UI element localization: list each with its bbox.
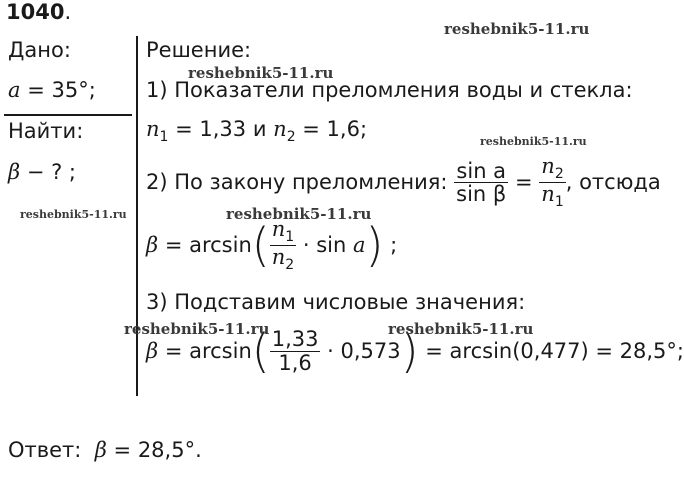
find-title: Найти: [8, 119, 84, 143]
refractive-indices-line: $n_1 = 1,33$ и $n_2 = 1,6$; [146, 117, 368, 145]
watermark: reshebnik5-11.ru [226, 205, 372, 223]
heading-dot: . [64, 0, 72, 24]
vertical-divider [136, 36, 138, 396]
given-divider [4, 114, 132, 116]
formula-fraction: $\frac{n_1}{n_2}$ [271, 217, 295, 273]
problem-number: 1040 [6, 0, 65, 24]
solution-title: Решение: [146, 38, 252, 62]
watermark: reshebnik5-11.ru [188, 64, 334, 82]
problem-heading [6, 0, 71, 24]
watermark: reshebnik5-11.ru [20, 208, 127, 221]
watermark: reshebnik5-11.ru [480, 135, 587, 148]
beta-symbol: β [8, 160, 21, 184]
step-3-text: 3) Подставим числовые значения: [146, 290, 526, 314]
step-2-text: 2) По закону преломления: [146, 170, 448, 195]
answer-label: Ответ: [8, 438, 82, 462]
step-1-text: 1) Показатели преломления воды и стекла: [146, 78, 633, 102]
beta-unknown: − ? ; [20, 160, 76, 184]
watermark: reshebnik5-11.ru [388, 320, 534, 338]
answer-value: = 28,5°. [106, 438, 202, 462]
arcsin-formula-line: β = arcsin( $\frac{n_1}{n_2}$ · sin a) ; [146, 217, 398, 273]
index-ratio-fraction: $\frac{n_2}{n_1}$ [541, 154, 564, 210]
given-title: Дано: [8, 38, 71, 62]
numeric-fraction: $\frac{1,33}{1,6}$ [271, 327, 319, 375]
numeric-result-line: β = arcsin( $\frac{1,33}{1,6}$ · 0,573) = arcsin(0,477) = 28,5°; [146, 324, 684, 378]
alpha-symbol: a [8, 78, 21, 102]
answer-line: Ответ: β = 28,5°. [8, 438, 202, 462]
find-beta [8, 160, 76, 184]
snell-law-line: 2) По закону преломления: $\frac{\text{sin a}}{\text{sin β}}$ = $\frac{n_2}{n_1}$ , отсюда [146, 154, 661, 210]
sine-ratio-fraction: $\frac{\text{sin a}}{\text{sin β}}$ [456, 158, 507, 206]
watermark: reshebnik5-11.ru [124, 320, 270, 338]
watermark: reshebnik5-11.ru [444, 20, 590, 38]
given-alpha [8, 78, 96, 102]
alpha-value: = 35°; [20, 78, 96, 102]
